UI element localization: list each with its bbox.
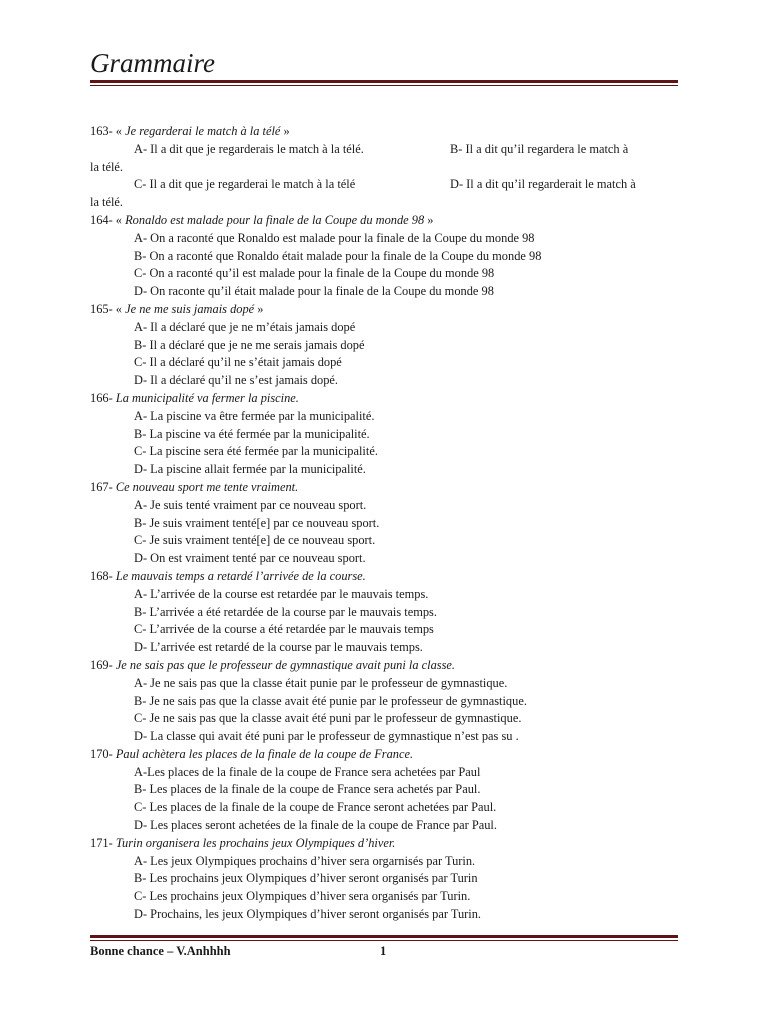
option-a: A- Il a dit que je regarderais le match à la télé. <box>134 141 364 156</box>
option-b: B- L’arrivée a été retardée de la course par le mauvais temps. <box>134 604 437 619</box>
exercise-list <box>90 123 680 924</box>
question-number: 169- <box>90 657 116 672</box>
option-a: A- Les jeux Olympiques prochains d’hiver sera orgarnisés par Turin. <box>134 853 476 868</box>
question-sentence: Je ne sais pas que le professeur de gymnastique avait puni la classe. <box>115 657 456 672</box>
question-number: 170- <box>90 746 116 761</box>
option-b: B- Je ne sais pas que la classe avait été punie par le professeur de gymnastique. <box>134 693 527 708</box>
page-number: 1 <box>380 944 387 958</box>
question-number: 168- <box>90 568 116 583</box>
question-number: 165- « <box>90 301 126 316</box>
option-d: D- La piscine allait fermée par la municipalité. <box>134 462 366 477</box>
question-number: 164- « <box>90 212 126 227</box>
question-sentence: Ronaldo est malade pour la finale de la Coupe du monde 98 <box>125 212 425 227</box>
question-164 <box>90 212 680 301</box>
option-c: C- La piscine sera été fermée par la municipalité. <box>134 444 378 459</box>
option-a: A- L’arrivée de la course est retardée par le mauvais temps. <box>134 586 429 601</box>
option-c: C- On a raconté qu’il est malade pour la finale de la Coupe du monde 98 <box>134 266 495 281</box>
option-d: D- La classe qui avait été puni par le professeur de gymnastique n’est pas su . <box>134 729 519 744</box>
option-row <box>90 176 680 194</box>
question-171 <box>90 835 680 924</box>
option-b: B- Les prochains jeux Olympiques d’hiver seront organisés par Turin <box>134 871 478 886</box>
option-c: C- L’arrivée de la course a été retardée par le mauvais temps <box>134 622 434 637</box>
question-169 <box>90 657 680 746</box>
question-stem <box>90 479 680 497</box>
question-stem <box>90 123 680 141</box>
option-c: C- Les prochains jeux Olympiques d’hiver sera organisés par Turin. <box>134 889 471 904</box>
question-166 <box>90 390 680 479</box>
question-stem <box>90 568 680 586</box>
option-b: B- Il a dit qu’il regardera le match à <box>450 141 629 156</box>
question-number: 171- <box>90 835 116 850</box>
question-stem <box>90 746 680 764</box>
option-a: A- Je ne sais pas que la classe était punie par le professeur de gymnastique. <box>134 675 508 690</box>
question-167 <box>90 479 680 568</box>
option-a: A- Il a déclaré que je ne m’étais jamais dopé <box>134 319 356 334</box>
question-165 <box>90 301 680 390</box>
option-row <box>90 141 680 159</box>
question-stem <box>90 390 680 408</box>
question-number: 163- « <box>90 124 126 138</box>
option-b: B- Il a déclaré que je ne me serais jamais dopé <box>134 337 365 352</box>
option-c: C- Les places de la finale de la coupe de France seront achetées par Paul. <box>134 800 497 815</box>
option-a: A-Les places de la finale de la coupe de France sera achetées par Paul <box>134 764 481 779</box>
option-d: D- Il a déclaré qu’il ne s’est jamais dopé. <box>134 373 339 388</box>
option-d: D- Prochains, les jeux Olympiques d’hiver seront organisés par Turin. <box>134 907 482 922</box>
option-b-continuation: la télé. <box>90 159 124 174</box>
question-163 <box>90 123 680 212</box>
question-sentence: Je ne me suis jamais dopé <box>125 301 255 316</box>
question-168 <box>90 568 680 657</box>
option-a: A- La piscine va être fermée par la municipalité. <box>134 408 375 423</box>
question-sentence: La municipalité va fermer la piscine. <box>115 390 299 405</box>
question-sentence: Ce nouveau sport me tente vraiment. <box>115 479 299 494</box>
option-b: B- La piscine va été fermée par la municipalité. <box>134 426 370 441</box>
footer-text: Bonne chance – V.Anhhhh <box>90 944 231 958</box>
option-d: D- Les places seront achetées de la finale de la coupe de France par Paul. <box>134 818 497 833</box>
option-c: C- Je suis vraiment tenté[e] de ce nouveau sport. <box>134 533 376 548</box>
question-sentence: Je regarderai le match à la télé <box>125 124 281 138</box>
option-a: A- Je suis tenté vraiment par ce nouveau sport. <box>134 497 367 512</box>
header-rule-thin <box>90 85 678 86</box>
question-stem <box>90 212 680 230</box>
question-170 <box>90 746 680 835</box>
option-d-continuation: la télé. <box>90 195 124 210</box>
option-b: B- Les places de la finale de la coupe de France sera achetés par Paul. <box>134 782 481 797</box>
question-close: » <box>424 212 434 227</box>
question-sentence: Le mauvais temps a retardé l’arrivée de la course. <box>115 568 366 583</box>
question-number: 166- <box>90 390 116 405</box>
option-d: D- Il a dit qu’il regarderait le match à <box>450 177 636 192</box>
option-c: C- Il a dit que je regarderai le match à la télé <box>134 177 356 192</box>
question-close: » <box>254 301 264 316</box>
page-title: Grammaire <box>90 48 215 78</box>
question-close: » <box>280 124 290 138</box>
option-b: B- Je suis vraiment tenté[e] par ce nouveau sport. <box>134 515 380 530</box>
option-a: A- On a raconté que Ronaldo est malade pour la finale de la Coupe du monde 98 <box>134 230 535 245</box>
option-d: D- On raconte qu’il était malade pour la finale de la Coupe du monde 98 <box>134 284 494 299</box>
option-b: B- On a raconté que Ronaldo était malade pour la finale de la Coupe du monde 98 <box>134 248 542 263</box>
option-c: C- Je ne sais pas que la classe avait été puni par le professeur de gymnastique. <box>134 711 522 726</box>
header-rule-thick <box>90 80 678 83</box>
question-number: 167- <box>90 479 116 494</box>
question-sentence: Turin organisera les prochains jeux Olympiques d’hiver. <box>115 835 396 850</box>
option-c: C- Il a déclaré qu’il ne s’était jamais dopé <box>134 355 342 370</box>
question-stem <box>90 835 680 853</box>
footer-rule-thin <box>90 940 678 941</box>
question-sentence: Paul achètera les places de la finale de la coupe de France. <box>115 746 414 761</box>
question-stem <box>90 301 680 319</box>
footer-rule-thick <box>90 935 678 938</box>
option-d: D- L’arrivée est retardé de la course par le mauvais temps. <box>134 640 423 655</box>
question-stem <box>90 657 680 675</box>
option-d: D- On est vraiment tenté par ce nouveau sport. <box>134 551 366 566</box>
